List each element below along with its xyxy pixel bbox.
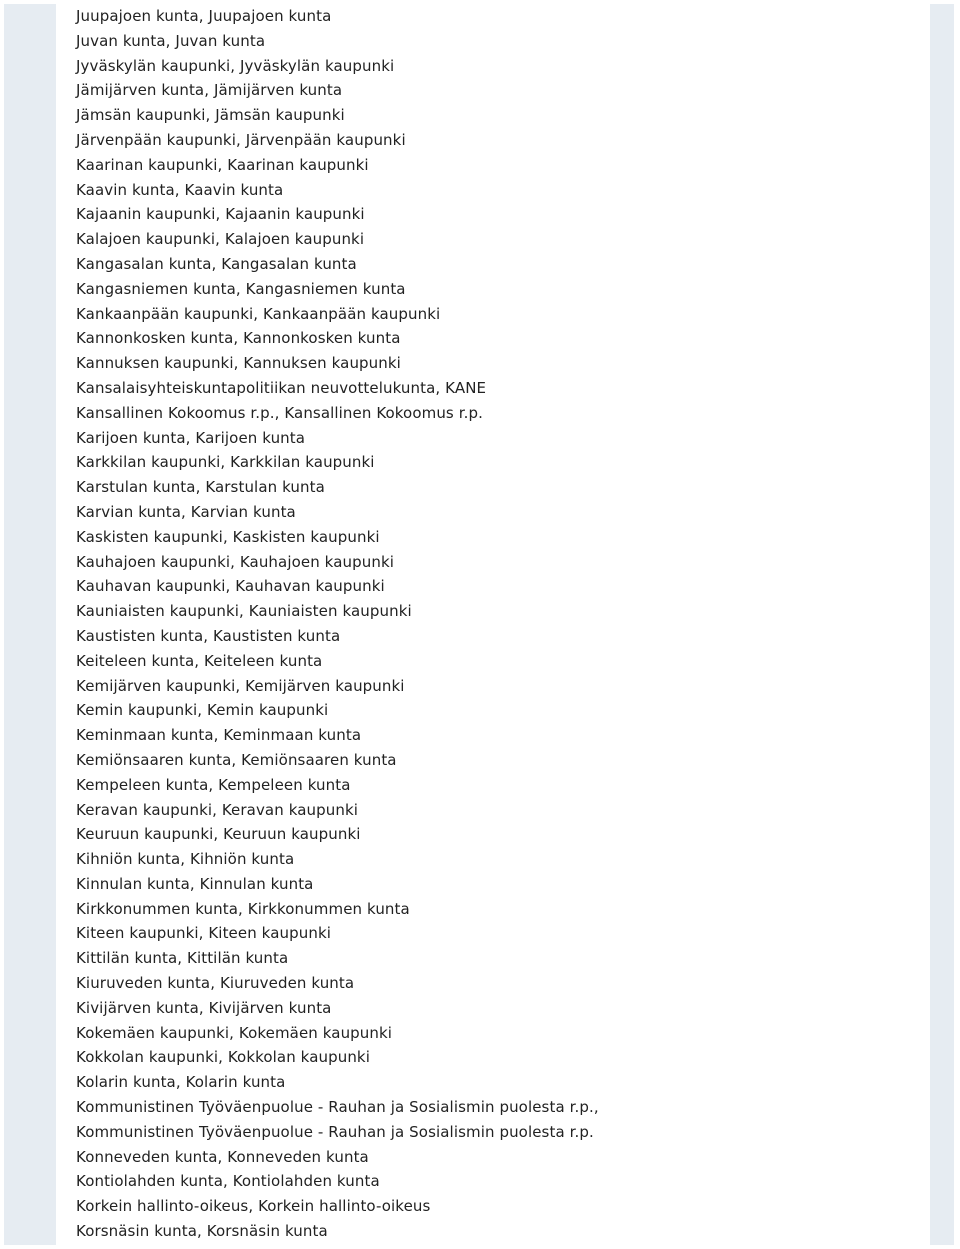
list-item: Kittilän kunta, Kittilän kunta bbox=[76, 949, 289, 968]
list-item: Kiuruveden kunta, Kiuruveden kunta bbox=[76, 974, 355, 993]
list-item: Jämijärven kunta, Jämijärven kunta bbox=[76, 81, 343, 100]
list-item: Järvenpään kaupunki, Järvenpään kaupunki bbox=[76, 130, 406, 149]
list-item: Kempeleen kunta, Kempeleen kunta bbox=[76, 775, 351, 794]
list-item: Kirkkonummen kunta, Kirkkonummen kunta bbox=[76, 899, 410, 918]
list-item: Korsnäsin kunta, Korsnäsin kunta bbox=[76, 1222, 328, 1241]
list-item: Kaustisten kunta, Kaustisten kunta bbox=[76, 626, 341, 645]
list-item: Kinnulan kunta, Kinnulan kunta bbox=[76, 874, 314, 893]
list-item: Jämsän kaupunki, Jämsän kaupunki bbox=[76, 106, 345, 125]
document-page bbox=[56, 4, 930, 1245]
list-item: Karstulan kunta, Karstulan kunta bbox=[76, 478, 325, 497]
list-item: Korkein hallinto-oikeus, Korkein hallinto-oikeus bbox=[76, 1197, 431, 1216]
list-item: Kaarinan kaupunki, Kaarinan kaupunki bbox=[76, 155, 369, 174]
list-item: Kankaanpään kaupunki, Kankaanpään kaupunki bbox=[76, 304, 441, 323]
list-item: Kauhavan kaupunki, Kauhavan kaupunki bbox=[76, 577, 385, 596]
list-item: Kolarin kunta, Kolarin kunta bbox=[76, 1073, 286, 1092]
list-item: Kokemäen kaupunki, Kokemäen kaupunki bbox=[76, 1023, 393, 1042]
list-item: Kangasalan kunta, Kangasalan kunta bbox=[76, 254, 357, 273]
list-item: Kokkolan kaupunki, Kokkolan kaupunki bbox=[76, 1048, 370, 1067]
list-item: Karkkilan kaupunki, Karkkilan kaupunki bbox=[76, 453, 375, 472]
list-item: Keuruun kaupunki, Keuruun kaupunki bbox=[76, 825, 361, 844]
list-item: Konneveden kunta, Konneveden kunta bbox=[76, 1147, 369, 1166]
list-item: Kangasniemen kunta, Kangasniemen kunta bbox=[76, 279, 406, 298]
list-item: Kommunistinen Työväenpuolue - Rauhan ja Sosialismin puolesta r.p. bbox=[76, 1122, 594, 1141]
list-item: Kaavin kunta, Kaavin kunta bbox=[76, 180, 284, 199]
list-item: Kaskisten kaupunki, Kaskisten kaupunki bbox=[76, 527, 380, 546]
list-item: Juupajoen kunta, Juupajoen kunta bbox=[76, 7, 332, 25]
scrollbar-track[interactable] bbox=[930, 4, 954, 1245]
list-item: Kauhajoen kaupunki, Kauhajoen kaupunki bbox=[76, 552, 394, 571]
list-item: Kemin kaupunki, Kemin kaupunki bbox=[76, 701, 329, 720]
list-item: Keminmaan kunta, Keminmaan kunta bbox=[76, 726, 362, 745]
list-item: Kemijärven kaupunki, Kemijärven kaupunki bbox=[76, 676, 405, 695]
list-item: Kajaanin kaupunki, Kajaanin kaupunki bbox=[76, 205, 365, 224]
list-item: Kiteen kaupunki, Kiteen kaupunki bbox=[76, 924, 331, 943]
organization-list bbox=[76, 4, 599, 1244]
list-item: Karvian kunta, Karvian kunta bbox=[76, 502, 296, 521]
list-item: Kommunistinen Työväenpuolue - Rauhan ja Sosialismin puolesta r.p., bbox=[76, 1098, 599, 1117]
list-item: Juvan kunta, Juvan kunta bbox=[76, 31, 266, 50]
list-item: Kontiolahden kunta, Kontiolahden kunta bbox=[76, 1172, 380, 1191]
list-item: Kannonkosken kunta, Kannonkosken kunta bbox=[76, 329, 401, 348]
list-item: Kansallinen Kokoomus r.p., Kansallinen Kokoomus r.p. bbox=[76, 403, 483, 422]
list-item: Kivijärven kunta, Kivijärven kunta bbox=[76, 998, 332, 1017]
list-item: Kihniön kunta, Kihniön kunta bbox=[76, 850, 295, 869]
list-item: Kannuksen kaupunki, Kannuksen kaupunki bbox=[76, 354, 401, 373]
list-item: Kemiönsaaren kunta, Kemiönsaaren kunta bbox=[76, 750, 397, 769]
list-item: Keiteleen kunta, Keiteleen kunta bbox=[76, 651, 323, 670]
list-item: Kansalaisyhteiskuntapolitiikan neuvottelukunta, KANE bbox=[76, 378, 487, 397]
list-item: Karijoen kunta, Karijoen kunta bbox=[76, 428, 306, 447]
list-item: Kauniaisten kaupunki, Kauniaisten kaupunki bbox=[76, 602, 412, 621]
list-item: Keravan kaupunki, Keravan kaupunki bbox=[76, 800, 358, 819]
left-margin-bar bbox=[4, 4, 56, 1245]
list-item: Jyväskylän kaupunki, Jyväskylän kaupunki bbox=[76, 56, 395, 75]
list-item: Kalajoen kaupunki, Kalajoen kaupunki bbox=[76, 230, 365, 249]
